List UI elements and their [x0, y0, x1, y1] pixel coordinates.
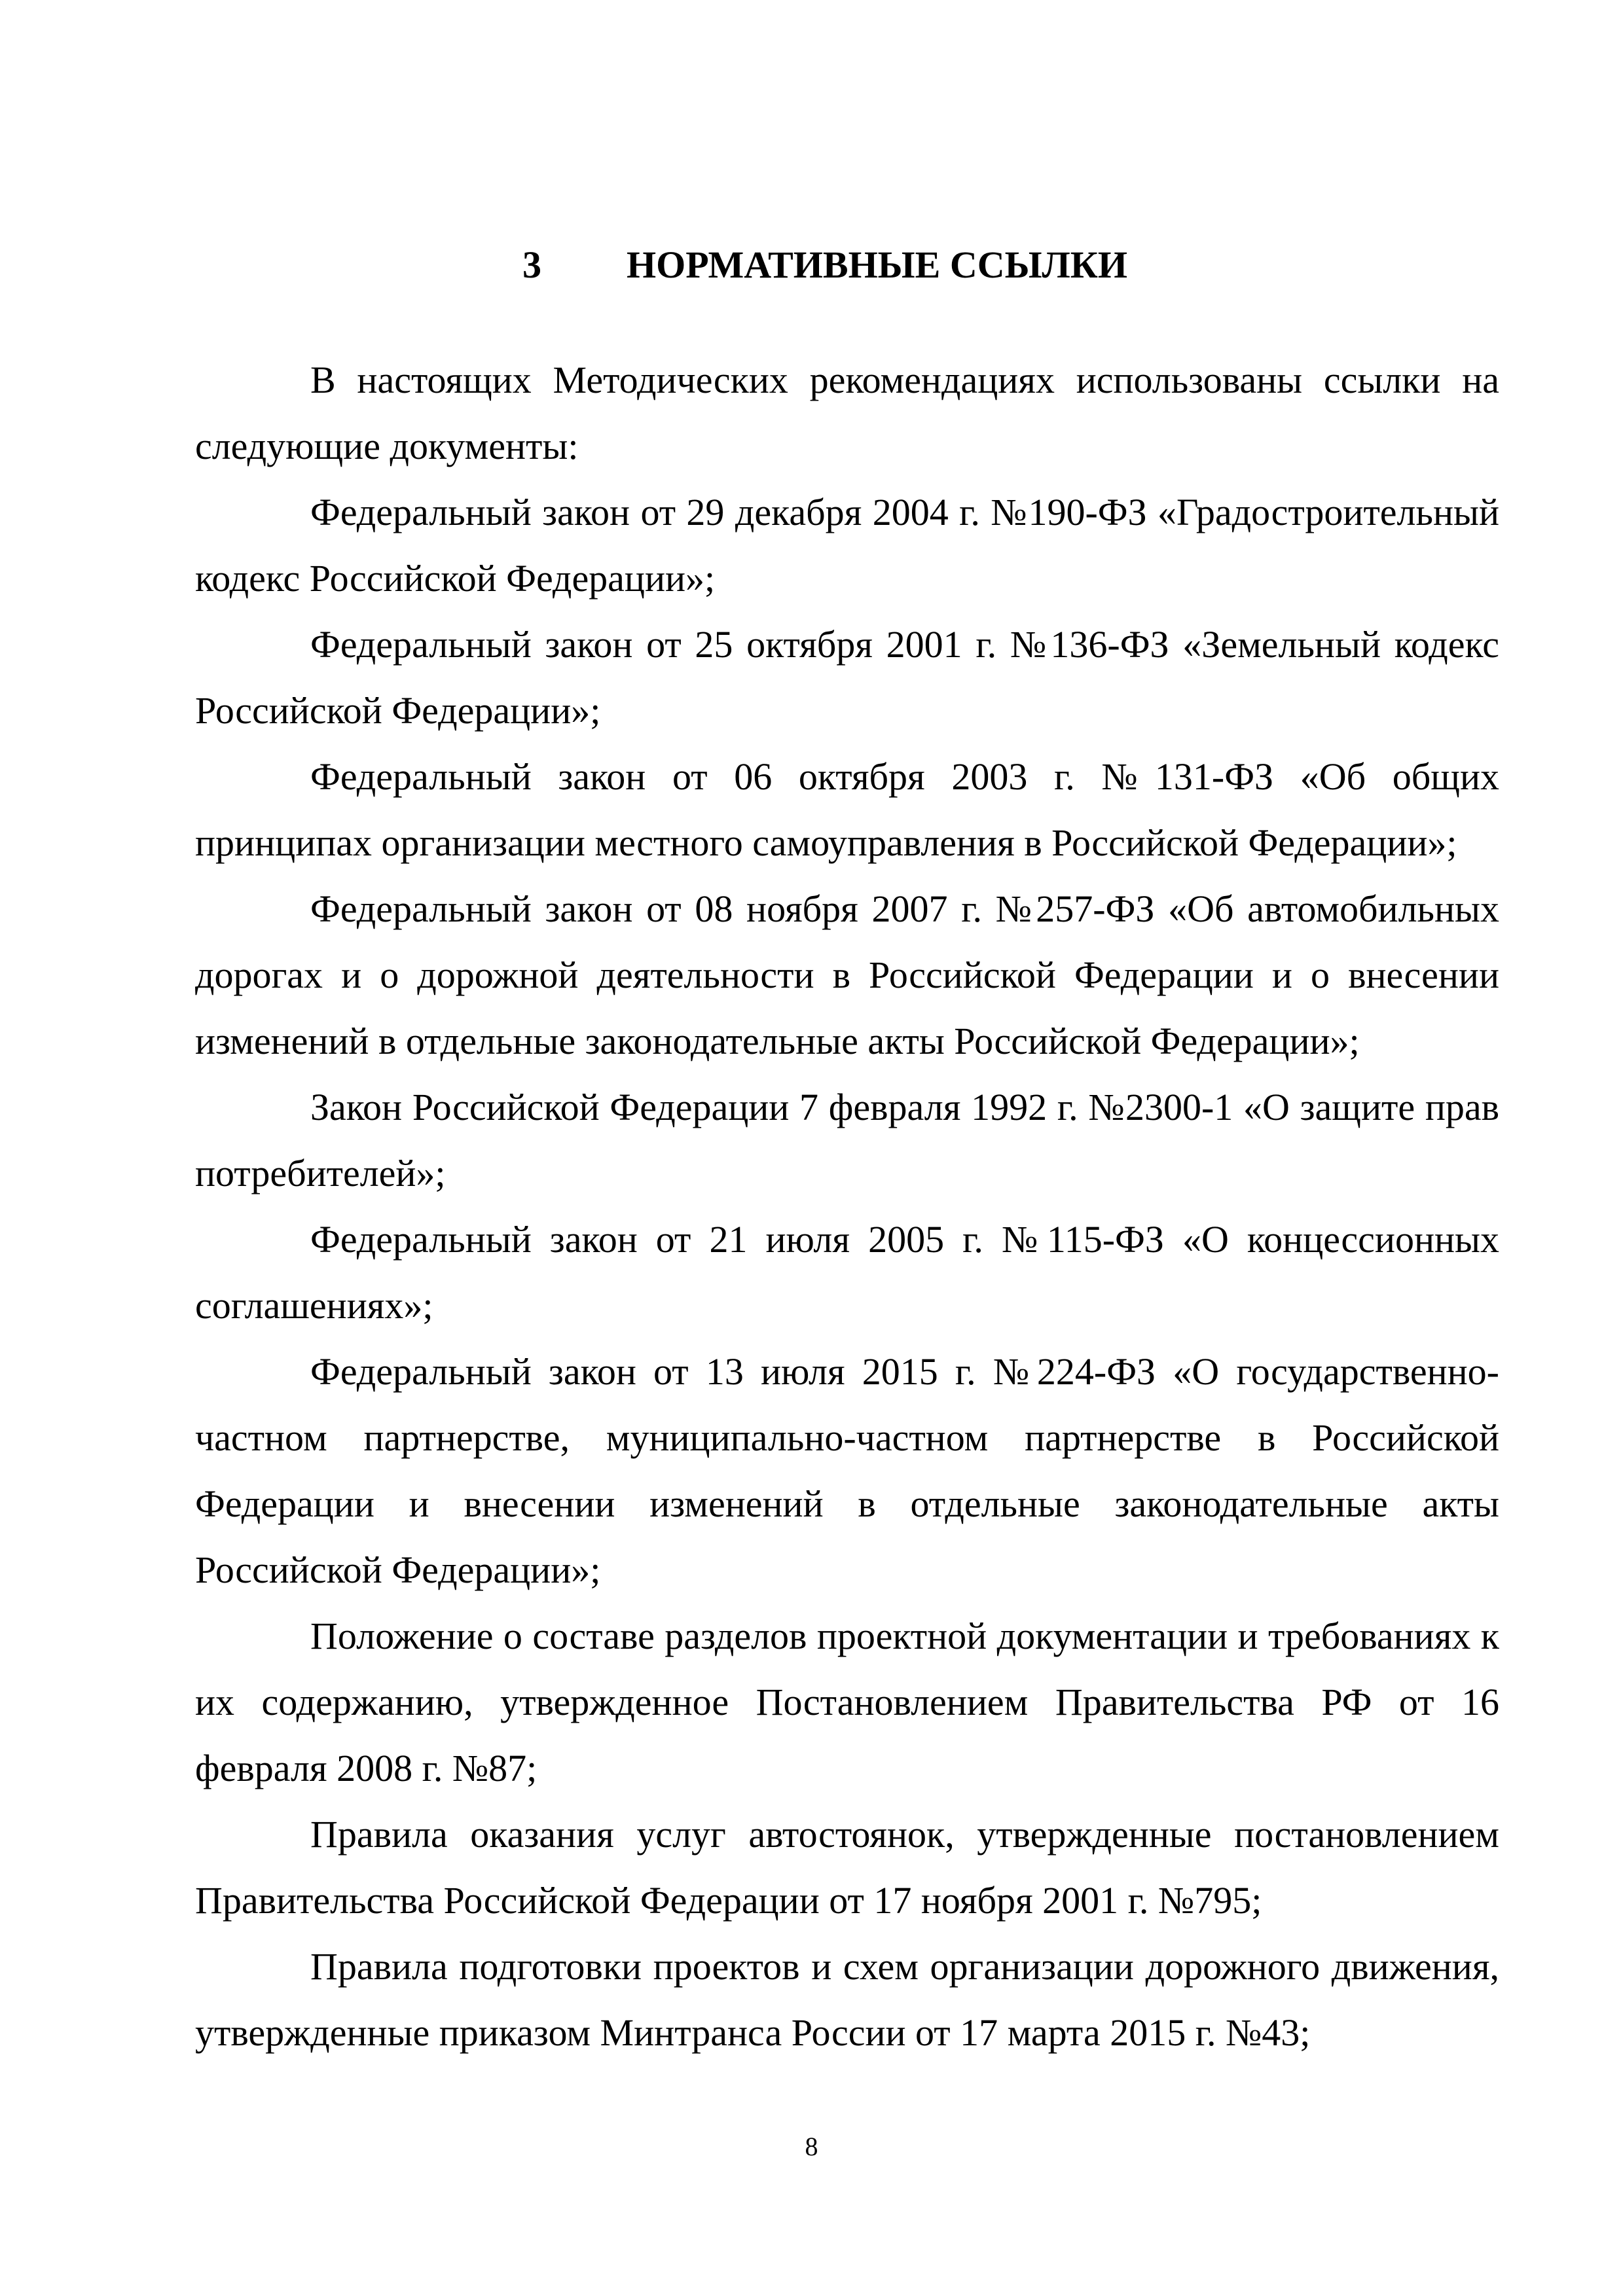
section-title: НОРМАТИВНЫЕ ССЫЛКИ: [627, 243, 1127, 286]
reference-item: Закон Российской Федерации 7 февраля 1992 г. №2300-1 «О защите прав потребителей»;: [195, 1086, 1499, 1194]
paragraph-intro: В настоящих Методических рекомендациях использованы ссылки на следующие документы:: [195, 359, 1499, 467]
reference-item: Федеральный закон от 25 октября 2001 г. №136-ФЗ «Земельный кодекс Российской Федерации»;: [195, 623, 1499, 732]
section-heading: [0, 232, 1623, 298]
body-text: [195, 347, 1499, 2066]
reference-item: Положение о составе разделов проектной документации и требованиях к их содержанию, утвержденное Постановлением Правительства РФ от 16 февраля 2008 г. №87;: [195, 1615, 1499, 1789]
reference-item: Правила подготовки проектов и схем организации дорожного движения, утвержденные приказом Минтранса России от 17 марта 2015 г. №43;: [195, 1945, 1499, 2054]
reference-item: Федеральный закон от 08 ноября 2007 г. №257-ФЗ «Об автомобильных дорогах и о дорожной деятельности в Российской Федерации и о внесении изменений в отдельные законодательные акты Российской Федерации»;: [195, 888, 1499, 1062]
reference-item: Федеральный закон от 13 июля 2015 г. №224-ФЗ «О государственно-частном партнерстве, муниципально-частном партнерстве в Российской Федерации и внесении изменений в отдельные законодательные акты Российской Федерации»;: [195, 1350, 1499, 1591]
reference-item: Правила оказания услуг автостоянок, утвержденные постановлением Правительства Российской Федерации от 17 ноября 2001 г. №795;: [195, 1813, 1499, 1922]
reference-item: Федеральный закон от 21 июля 2005 г. №115-ФЗ «О концессионных соглашениях»;: [195, 1218, 1499, 1327]
reference-item: Федеральный закон от 06 октября 2003 г. №131-ФЗ «Об общих принципах организации местного самоуправления в Российской Федерации»;: [195, 755, 1499, 864]
section-number: 3: [522, 243, 541, 286]
page-number: 8: [805, 2132, 818, 2161]
reference-item: Федеральный закон от 29 декабря 2004 г. №190-ФЗ «Градостроительный кодекс Российской Федерации»;: [195, 491, 1499, 600]
